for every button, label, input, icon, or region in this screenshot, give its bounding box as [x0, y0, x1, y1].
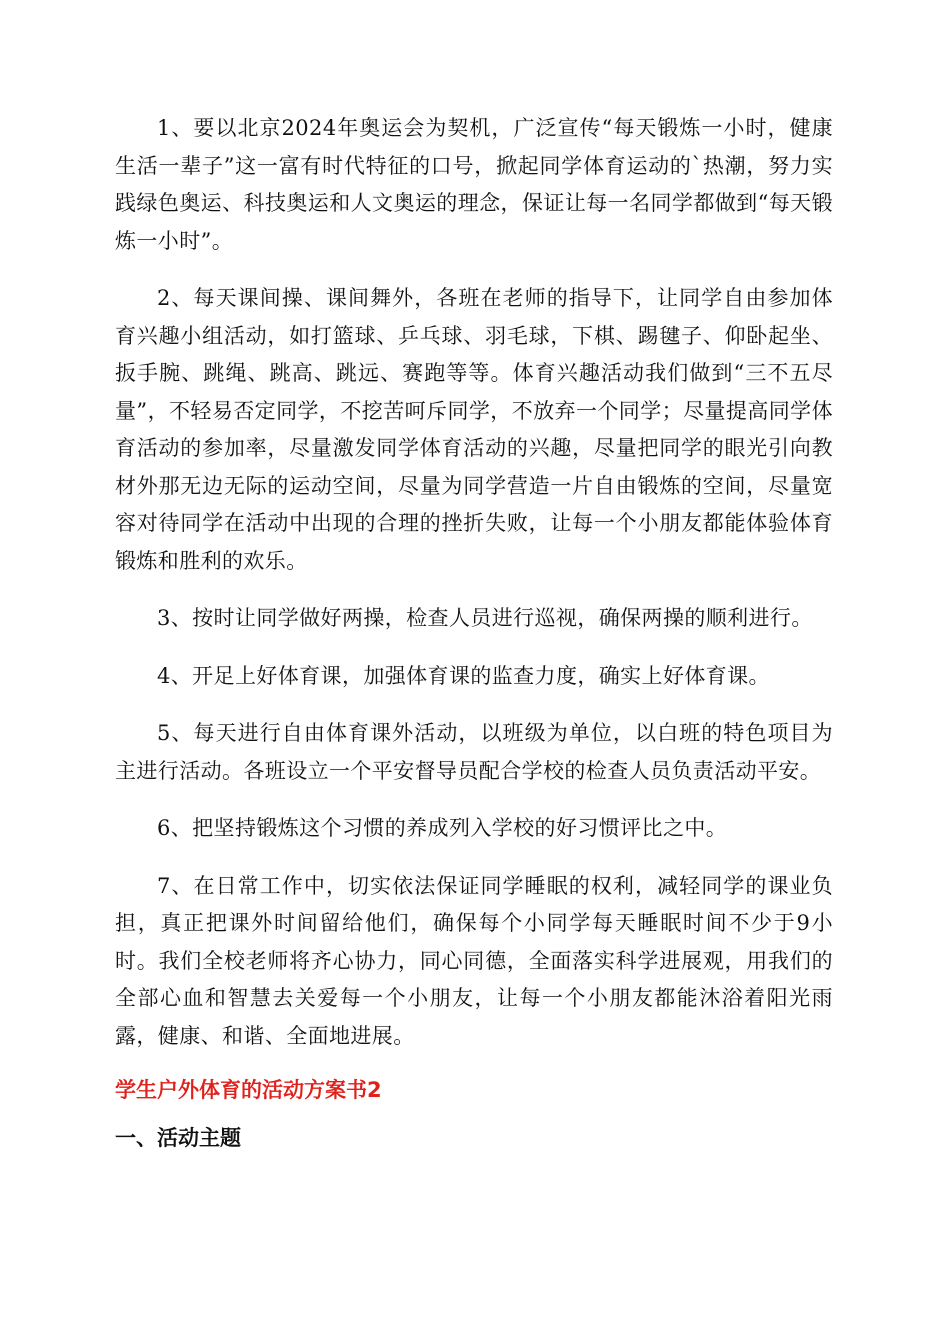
sub-heading: 一、活动主题 — [115, 1126, 241, 1150]
paragraph-item-4: 4、开足上好体育课，加强体育课的监查力度，确实上好体育课。 — [157, 663, 770, 688]
section-title: 学生户外体育的活动方案书2 — [115, 1078, 382, 1102]
paragraph-item-5: 5、每天进行自由体育课外活动，以班级为单位，以白班的特色项目为主进行活动。各班设立一个平安督导员配合学校的检查人员负责活动平安。 — [115, 721, 833, 783]
document-body — [115, 110, 833, 1153]
paragraph-item-6: 6、把坚持锻炼这个习惯的养成列入学校的好习惯评比之中。 — [157, 816, 728, 840]
paragraph-item-1: 1、要以北京2024年奥运会为契机，广泛宣传“每天锻炼一小时，健康生活一辈子”这一富有时代特征的口号，掀起同学体育运动的`热潮，努力实践绿色奥运、科技奥运和人文奥运的理念，保证让每一名同学都做到“每天锻炼一小时”。 — [115, 116, 833, 253]
paragraph-item-2: 2、每天课间操、课间舞外，各班在老师的指导下，让同学自由参加体育兴趣小组活动，如打篮球、乒乓球、羽毛球，下棋、踢毽子、仰卧起坐、扳手腕、跳绳、跳高、跳远、赛跑等等。体育兴趣活动我们做到“三不五尽量”，不轻易否定同学，不挖苦呵斥同学，不放弃一个同学；尽量提高同学体育活动的参加率，尽量激发同学体育活动的兴趣，尽量把同学的眼光引向教材外那无边无际的运动空间，尽量为同学营造一片自由锻炼的空间，尽量宽容对待同学在活动中出现的合理的挫折失败，让每一个小朋友都能体验体育锻炼和胜利的欢乐。 — [115, 286, 833, 573]
paragraph-item-3: 3、按时让同学做好两操，检查人员进行巡视，确保两操的顺利进行。 — [157, 606, 813, 630]
paragraph-item-7: 7、在日常工作中，切实依法保证同学睡眠的权利，减轻同学的课业负担，真正把课外时间留给他们，确保每个小同学每天睡眠时间不少于9小时。我们全校老师将齐心协力，同心同德，全面落实科学进展观，用我们的全部心血和智慧去关爱每一个小朋友，让每一个小朋友都能沐浴着阳光雨露，健康、和谐、全面地进展。 — [115, 873, 833, 1048]
